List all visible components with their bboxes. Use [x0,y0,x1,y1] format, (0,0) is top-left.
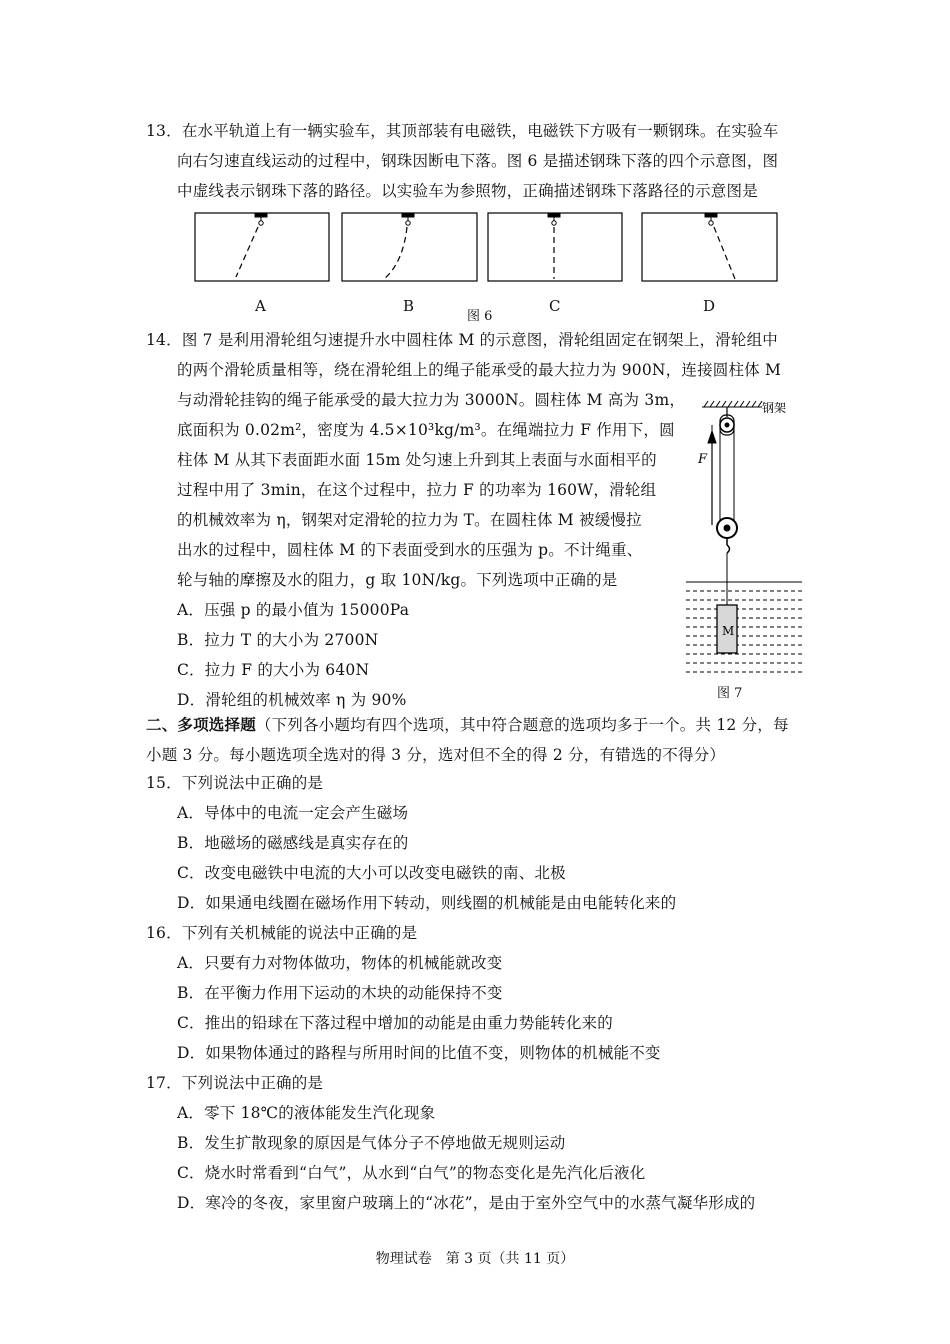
frame-label: 钢架 [762,401,787,415]
panel-label-a: A [255,297,266,315]
q16-option-b: B．在平衡力作用下运动的木块的动能保持不变 [177,984,503,1002]
q17-stem: 17．下列说法中正确的是 [146,1074,324,1092]
q14-option-c: C．拉力 F 的大小为 640N [177,661,370,679]
q14-option-a: A．压强 p 的最小值为 15000Pa [177,601,410,619]
fixed-pulley [720,407,734,435]
q14-line-5: 柱体 M 从其下表面距水面 15m 处匀速上升到其上表面与水面相平的 [177,451,657,469]
movable-pulley [717,518,737,553]
figure-7-caption: 图 7 [717,686,743,701]
mass-label: M [722,624,735,638]
q14-line-6: 过程中用了 3min，在这个过程中，拉力 F 的功率为 160W，滑轮组 [177,481,657,499]
q16-option-a: A．只要有力对物体做功，物体的机械能就改变 [177,954,503,972]
section-2-title: 二、多项选择题 [146,715,256,734]
q15-stem: 15．下列说法中正确的是 [146,774,324,792]
q13-line-3: 中虚线表示钢珠下落的路径。以实验车为参照物，正确描述钢珠下落路径的示意图是 [177,182,758,200]
panel-a-diagram [195,213,329,281]
q16-option-d: D．如果物体通过的路程与所用时间的比值不变，则物体的机械能不变 [177,1044,661,1062]
panel-label-d: D [703,297,716,315]
q17-option-d: D．寒冷的冬夜，家里窗户玻璃上的“冰花”，是由于室外空气中的水蒸气凝华形成的 [177,1194,756,1212]
panel-label-c: C [549,297,561,315]
panel-b-diagram [342,213,477,281]
q17-option-c: C．烧水时常看到“白气”，从水到“白气”的物态变化是先汽化后液化 [177,1164,646,1182]
page-footer: 物理试卷 第 3 页（共 11 页） [375,1251,575,1267]
panel-c-diagram [488,213,622,281]
q17-option-a: A．零下 18℃的液体能发生汽化现象 [177,1104,436,1122]
q13-line-1: 13．在水平轨道上有一辆实验车，其顶部装有电磁铁，电磁铁下方吸有一颗钢珠。在实验车 [146,122,779,140]
q14-line-8: 出水的过程中，圆柱体 M 的下表面受到水的压强为 p。不计绳重、 [177,541,643,559]
q14-line-1: 14．图 7 是利用滑轮组匀速提升水中圆柱体 M 的示意图，滑轮组固定在钢架上，滑轮组中 [146,331,778,349]
q13-line-2: 向右匀速直线运动的过程中，钢珠因断电下落。图 6 是描述钢珠下落的四个示意图，图 [177,152,779,170]
q14-line-4: 底面积为 0.02m²，密度为 4.5×10³kg/m³。在绳端拉力 F 作用下，圆 [177,421,675,439]
q15-option-b: B．地磁场的磁感线是真实存在的 [177,834,409,852]
q14-line-3: 与动滑轮挂钩的绳子能承受的最大拉力为 3000N。圆柱体 M 高为 3m， [177,391,686,409]
q15-option-c: C．改变电磁铁中电流的大小可以改变电磁铁的南、北极 [177,864,566,882]
q14-line-7: 的机械效率为 η，钢架对定滑轮的拉力为 T。在圆柱体 M 被缓慢拉 [177,511,642,529]
figure-7-pulley-diagram [680,395,810,695]
force-label: F [698,452,708,467]
q15-option-d: D．如果通电线圈在磁场作用下转动，则线圈的机械能是由电能转化来的 [177,894,677,912]
q14-line-2: 的两个滑轮质量相等，绕在滑轮组上的绳子能承受的最大拉力为 900N，连接圆柱体 M [177,361,782,379]
q16-option-c: C．推出的铅球在下落过程中增加的动能是由重力势能转化来的 [177,1014,613,1032]
q16-stem: 16．下列有关机械能的说法中正确的是 [146,924,418,942]
section-2-instructions: （下列各小题均有四个选项，其中符合题意的选项均多于一个。共 12 分，每 [255,716,789,734]
section-2-instructions-line-2: 小题 3 分。每小题选项全选对的得 3 分，选对但不全的得 2 分，有错选的不得分） [146,746,726,764]
water [686,582,802,672]
q15-option-a: A．导体中的电流一定会产生磁场 [177,804,409,822]
steel-frame [702,401,762,407]
force-arrow [708,431,716,525]
q14-option-d: D．滑轮组的机械效率 η 为 90% [177,691,407,709]
section-2-heading [146,715,789,735]
q14-line-9: 轮与轴的摩擦及水的阻力，g 取 10N/kg。下列选项中正确的是 [177,571,618,589]
q14-option-b: B．拉力 T 的大小为 2700N [177,631,379,649]
panel-label-b: B [403,297,415,315]
figure-6-panels [0,205,950,295]
q17-option-b: B．发生扩散现象的原因是气体分子不停地做无规则运动 [177,1134,566,1152]
figure-6-caption: 图 6 [467,309,493,324]
panel-d-diagram [642,213,777,281]
